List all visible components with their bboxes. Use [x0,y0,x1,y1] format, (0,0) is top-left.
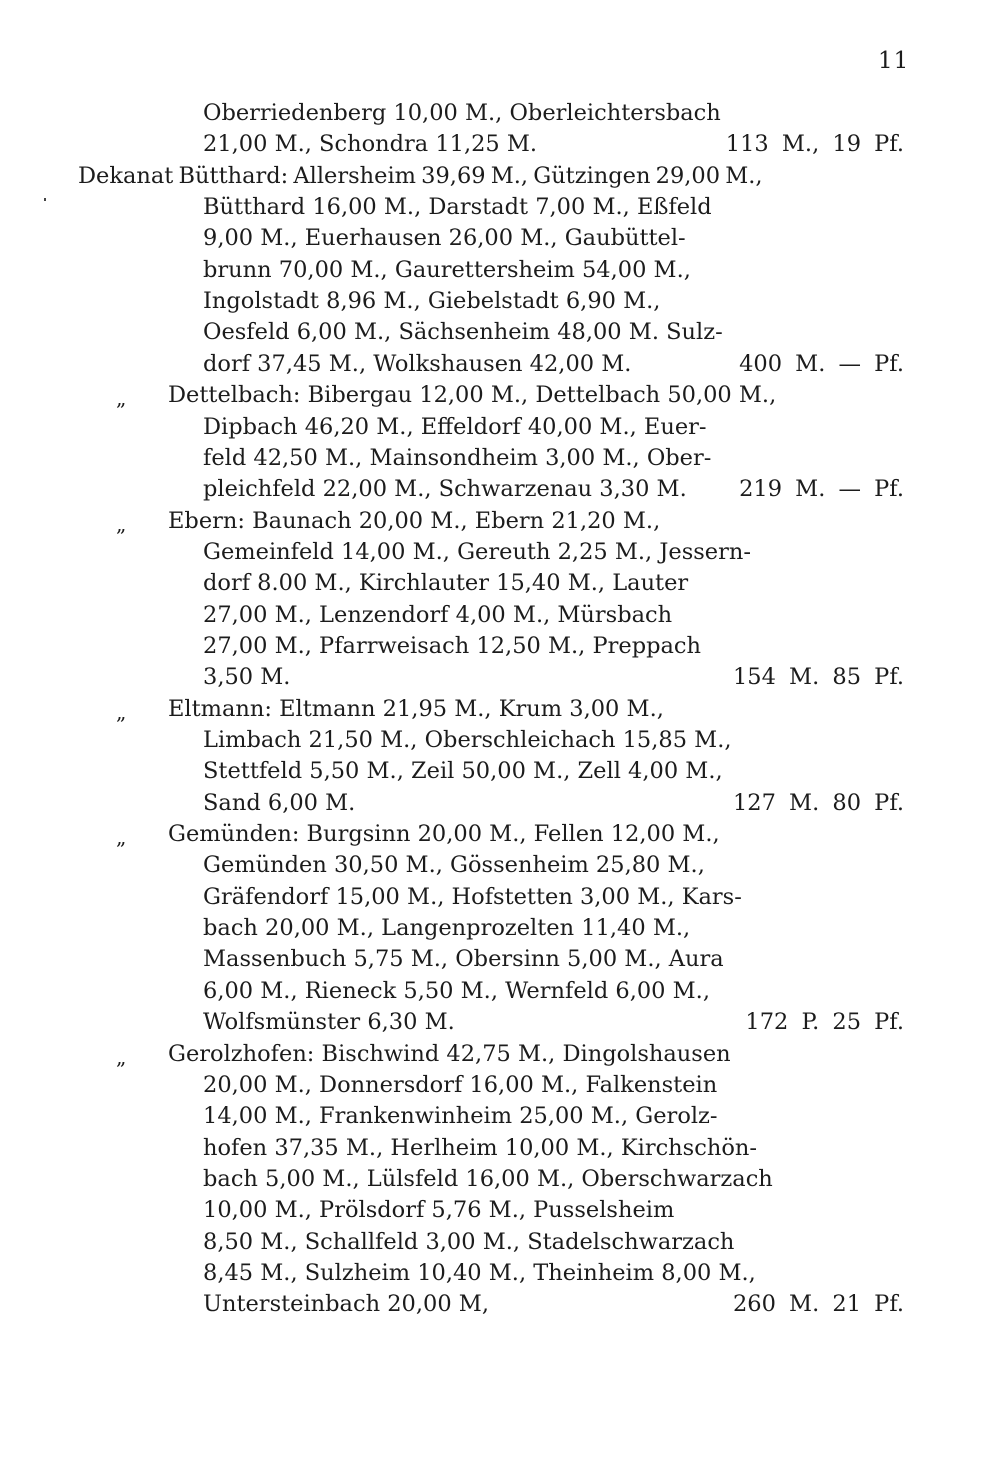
entry-line: pleichfeld 22,00 M., Schwarzenau 3,30 M. [203,476,687,503]
entry-line: Dipbach 46,20 M., Effeldorf 40,00 M., Euer- [203,413,707,440]
entry-line: Limbach 21,50 M., Oberschleichach 15,85 M., [203,727,732,753]
entry-line: Gräfendorf 15,00 M., Hofstetten 3,00 M., Kars- [203,883,742,910]
entry-line: 8,45 M., Sulzheim 10,40 M., Theinheim 8,00 M., [203,1259,756,1286]
entry-line: 9,00 M., Euerhausen 26,00 M., Gaubüttel- [203,225,686,252]
entry-line: bach 20,00 M., Langenprozelten 11,40 M., [203,915,691,942]
entry-line: 14,00 M., Frankenwinheim 25,00 M., Gerolz- [203,1103,718,1130]
entry-line: Oesfeld 6,00 M., Sächsenheim 48,00 M. Sulz- [203,319,723,346]
entry-line: 3,50 M. [203,664,291,691]
entry-total: 219 M. — Pf. [739,476,904,503]
entry-line: Gemünden 30,50 M., Gössenheim 25,80 M., [203,852,705,879]
page-number: 11 [878,48,910,74]
entry-line: brunn 70,00 M., Gaurettersheim 54,00 M., [203,256,691,283]
entry-line: Oberriedenberg 10,00 M., Oberleichtersbach [203,100,721,126]
entry-line: Eltmann: Eltmann 21,95 M., Krum 3,00 M., [168,695,664,722]
entry-total: 400 M. — Pf. [739,350,904,377]
entry-line: Bütthard 16,00 M., Darstadt 7,00 M., Eßfeld [203,194,712,221]
entry-line: Gerolzhofen: Bischwind 42,75 M., Dingolshausen [168,1040,731,1067]
entry-total: 113 M., 19 Pf. [725,131,904,158]
entry-line: feld 42,50 M., Mainsondheim 3,00 M., Ober- [203,444,712,471]
entry-line: hofen 37,35 M., Herlheim 10,00 M., Kirchschön- [203,1134,757,1161]
entry-line: 10,00 M., Prölsdorf 5,76 M., Pusselsheim [203,1197,675,1224]
entry-line: 27,00 M., Pfarrweisach 12,50 M., Preppach [203,632,702,659]
ditto-mark: „ [116,1044,127,1069]
ink-speck [44,198,46,201]
entry-total: 127 M. 80 Pf. [732,789,904,816]
entry-line: 20,00 M., Donnersdorf 16,00 M., Falkenstein [203,1071,718,1098]
entry-line: Dekanat Bütthard: Allersheim 39,69 M., Gützingen 29,00 M., [78,162,763,189]
entry-total: 154 M. 85 Pf. [732,664,904,691]
ditto-mark: „ [116,699,127,724]
ditto-mark: „ [116,825,127,850]
entry-line: Ebern: Baunach 20,00 M., Ebern 21,20 M., [168,507,661,534]
entry-line: Untersteinbach 20,00 M, [203,1291,489,1318]
entry-line: Gemünden: Burgsinn 20,00 M., Fellen 12,00 M., [168,821,720,848]
ditto-mark: „ [116,511,127,536]
entry-total: 172 P. 25 Pf. [745,1009,904,1036]
entry-line: 27,00 M., Lenzendorf 4,00 M., Mürsbach [203,601,673,628]
entry-line: Sand 6,00 M. [203,789,356,816]
entry-line: 6,00 M., Rieneck 5,50 M., Wernfeld 6,00 M., [203,977,710,1004]
entry-line: Dettelbach: Bibergau 12,00 M., Dettelbach 50,00 M., [168,382,777,409]
ditto-mark: „ [116,386,127,411]
entry-line: 21,00 M., Schondra 11,25 M. [203,131,538,158]
entry-line: Ingolstadt 8,96 M., Giebelstadt 6,90 M., [203,288,661,315]
entry-line: Wolfsmünster 6,30 M. [203,1009,455,1036]
entry-total: 260 M. 21 Pf. [732,1291,904,1318]
entry-line: Massenbuch 5,75 M., Obersinn 5,00 M., Aura [203,946,724,973]
entry-line: dorf 8.00 M., Kirchlauter 15,40 M., Lauter [203,570,689,597]
entry-line: dorf 37,45 M., Wolkshausen 42,00 M. [203,350,632,377]
entry-line: 8,50 M., Schallfeld 3,00 M., Stadelschwarzach [203,1228,735,1255]
entry-line: bach 5,00 M., Lülsfeld 16,00 M., Oberschwarzach [203,1165,773,1192]
entry-line: Stettfeld 5,50 M., Zeil 50,00 M., Zell 4,00 M., [203,758,723,785]
entry-line: Gemeinfeld 14,00 M., Gereuth 2,25 M., Jessern- [203,538,751,565]
